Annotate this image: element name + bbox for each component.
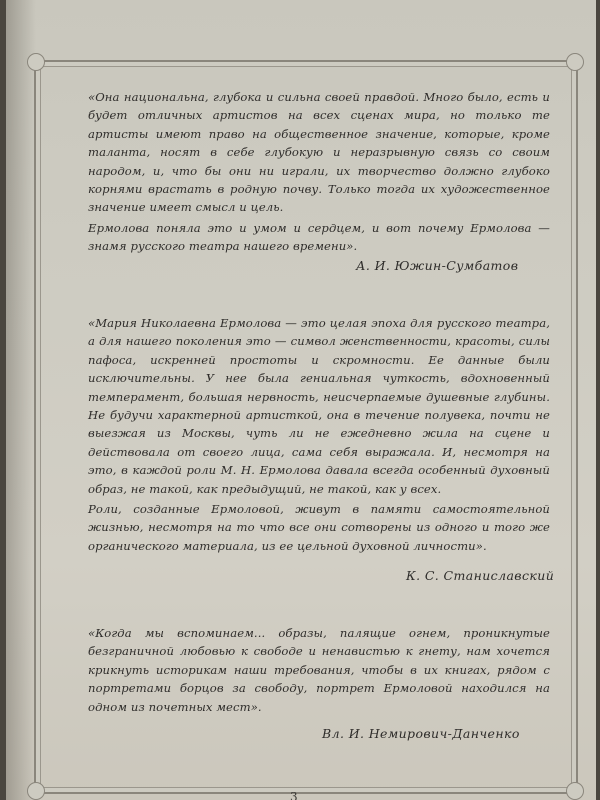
book-page (6, 0, 596, 800)
quote-nemirovich (88, 624, 550, 716)
page-shadow (6, 0, 36, 800)
frame-corner-ornament (27, 53, 45, 71)
page-number: 3 (290, 790, 298, 800)
quote-author: К. С. Станиславский (406, 568, 555, 583)
quote-author: Вл. И. Немирович-Данченко (322, 726, 520, 741)
quote-author: А. И. Южин-Сумбатов (356, 258, 519, 273)
frame-corner-ornament (27, 782, 45, 800)
quote-stanislavsky (88, 314, 550, 555)
frame-corner-ornament (566, 782, 584, 800)
quote-paragraph: «Она национальна, глубока и сильна своей правдой. Много было, есть и будет отличных артистов на всех сценах мира, но только те артисты имеют право на общественное значение, которые, кроме таланта, носят в себе глубокую и неразрывную связь со своим народом, и, что бы они ни играли, их творчество должно глубоко корнями врастать в родную почву. Только тогда их художественное значение имеет смысл и цель. (88, 90, 550, 215)
frame-corner-ornament (566, 53, 584, 71)
quote-yuzhin (88, 88, 550, 256)
quote-paragraph: «Мария Николаевна Ермолова — это целая эпоха для русского театра, а для нашего поколения это — символ женственности, красоты, силы пафоса, искренней простоты и скромности. Ее данные были исключительны. У нее была гениальная чуткость, вдохновенный темперамент, большая нервность, неисчерпаемые душевные глубины. Не будучи характерной артисткой, она в течение полувека, почти не выезжая из Москвы, чуть ли не ежедневно жила на сцене и действовала от своего лица, сама себя выражала. И, несмотря на это, в каждой роли М. Н. Ермолова давала всегда особенный духовный образ, не такой, как предыдущий, не такой, как у всех. (88, 316, 550, 496)
quote-paragraph: Ермолова поняла это и умом и сердцем, и вот почему Ермолова — знамя русского театра нашего времени». (88, 220, 550, 254)
quote-paragraph: «Когда мы вспоминаем... образы, палящие огнем, проникнутые безграничной любовью к свободе и ненавистью к гнету, нам хочется крикнуть историкам наши требования, чтобы в их книгах, рядом с портретами борцов за свободу, портрет Ермоловой находился на одном из почетных мест». (88, 626, 550, 714)
quote-paragraph: Роли, созданные Ермоловой, живут в памяти самостоятельной жизнью, несмотря на то что все они сотворены из одного и того же органического материала, из ее цельной духовной личности». (88, 502, 550, 553)
